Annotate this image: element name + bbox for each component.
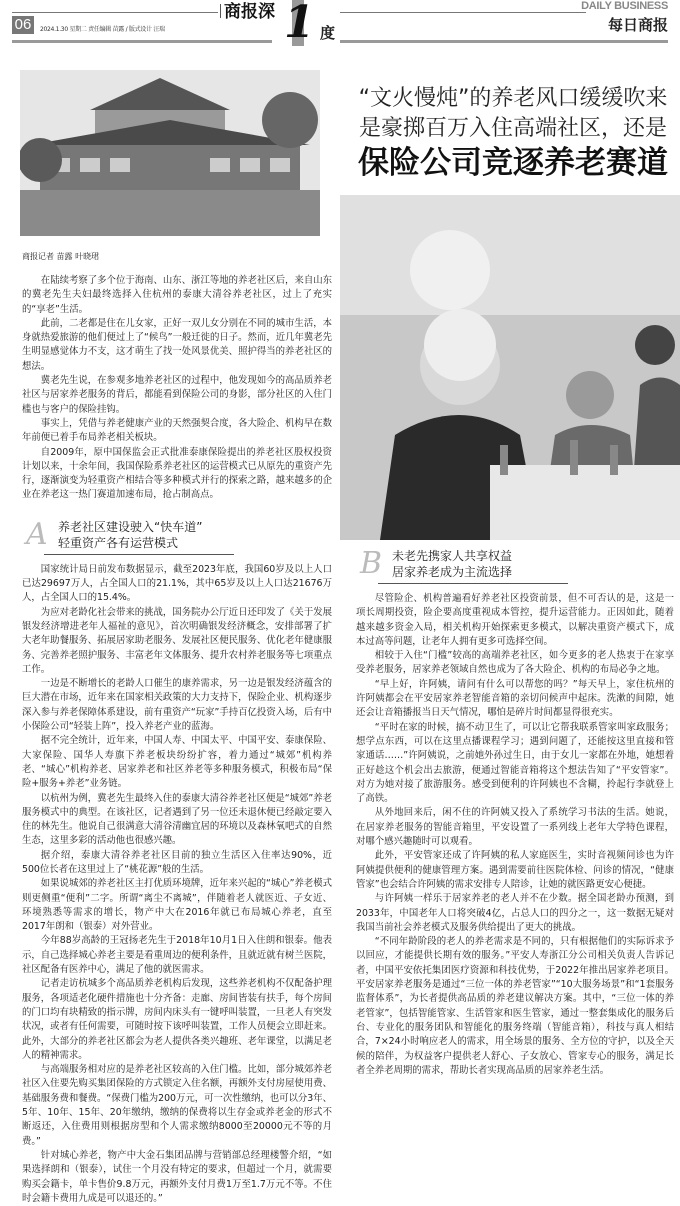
paragraph: 事实上，凭借与养老健康产业的天然强契合度，各大险企、机构早在数年前便已着手布局养老相关板块。 xyxy=(22,417,332,444)
paragraph: 针对城心养老，物产中大金石集团品牌与营销部总经理楼警介绍，“如果选择朗和（银泰），试住一个月没有特定的要求，但超过一个月，就需要购买会籍卡，单卡售价9.8万元，再额外支付月费1万至1.7万元不等。不住时会籍卡费用九成是可以退还的。” xyxy=(22,1149,332,1204)
paragraph: 自2009年，原中国保监会正式批准泰康保险提出的养老社区股权投资计划以来，十余年间，我国保险系养老社区的运营模式已从原先的重资产先行，逐渐演变为轻重资产相结合等多种模式并行的探索之路，越来越多的企业在养老这一热门赛道加速布局，抢占制高点。 xyxy=(22,446,332,501)
header-rule xyxy=(12,40,272,43)
paragraph: 从外地回来后，闲不住的许阿姨又投入了系统学习书法的生活。她说，在居家养老服务的智能音箱里，平安设置了一系列线上老年大学特色课程，对哪个感兴趣随时可以观看。 xyxy=(356,807,674,848)
issue-meta: 2024.1.30 星期二 责任编辑 苗露 / 版式设计 汪瑞 xyxy=(40,26,165,33)
paragraph: “不同年龄阶段的老人的养老需求是不同的，只有根据他们的实际诉求予以回应，才能提供长期有效的服务。”平安人寿浙江分公司相关负责人告诉记者，中国平安依托集团医疗资源和科技优势，于2022年推出居家养老项目。平安居家养老服务是通过“三位一体的养老管家”“10大服务场景”和“1套服务监督体系”，为长者提供高品质的养老建议解决方案。其中，“三位一体的养老管家”，包括智能管家、生活管家和医生管家，通过一整套集成化的服务后台、专业化的服务团队和智能化的服务终端（智能音箱），科技与真人相结合，7×24小时响应老人的需求，用全场景的服务、全方位的守护，以及全天候的陪伴，为权益客户提供老人舒心、子女放心、管家专心的服务，满足长者全养老周期的需求，帮助长者实现高品质的居家养老生活。 xyxy=(356,936,674,1076)
paragraph: 尽管险企、机构普遍看好养老社区投资前景，但不可否认的是，这是一项长周期投资，险企要高度重视成本管控，提升运营能力。正因如此，随着越来越多资金入局，相关机构开始探索更多模式，以解决重资产模式下，成本过高等问题，让老年人拥有更多可选择空间。 xyxy=(356,593,674,647)
section-letter: A xyxy=(26,516,48,552)
headline-main: 保险公司竞逐养老赛道 xyxy=(358,145,668,181)
headline-line-2: 是豪掷百万入住高端社区，还是 xyxy=(358,116,667,141)
paragraph: 据介绍，泰康大清谷养老社区目前的独立生活区入住率达90%，近500位长者在这里过上了“桃花源”般的生活。 xyxy=(22,849,332,875)
byline: 商报记者 苗露 叶晓珺 xyxy=(22,252,100,261)
column-title-suffix: 度 xyxy=(320,24,336,42)
left-column xyxy=(22,274,332,1206)
column-title: 商报深 xyxy=(224,2,275,22)
paragraph: 据不完全统计，近年来，中国人寿、中国太平、中国平安、泰康保险、大家保险、国华人寿旗下养老板块纷纷扩容，着力通过“城郊”机构养老、“城心”机构养老、居家养老和社区养老等多种服务模式，积极布局“保险+服务+养老”业务链。 xyxy=(22,735,332,790)
header-divider xyxy=(220,4,221,18)
section-a-heading xyxy=(26,516,266,555)
section-a-text xyxy=(22,563,332,1206)
paragraph: 国家统计局日前发布数据显示，截至2023年底，我国60岁及以上人口已达29697万人，占全国人口的21.1%，其中65岁及以上人口达21676万人，占全国人口的15.4%。 xyxy=(22,563,332,604)
paragraph: “早上好，许阿姨，请问有什么可以帮您的吗？”每天早上，家住杭州的许阿姨都会在平安居家养老智能音箱的亲切问候声中起床。洗漱的间隙，她还会让音箱播报当日天气情况，哪怕是碎片时间都显得很充实。 xyxy=(356,678,674,719)
paragraph: 为应对老龄化社会带来的挑战，国务院办公厅近日还印发了《关于发展银发经济增进老年人福祉的意见》，首次明确银发经济概念，安排部署了扩大老年助餐服务、拓展居家助老服务、发展社区便民服务、优化老年健康服务、完善养老照护服务、丰富老年文体服务、提升农村养老服务等七项重点工作。 xyxy=(22,606,332,675)
section-b-text xyxy=(356,592,674,1078)
paragraph: 此前，二老都是住在儿女家，正好一双儿女分别在不同的城市生活，本身就热爱旅游的他们便过上了“候鸟”一般迁徙的日子。然而，近几年冀老先生明显感觉体力不支，这才萌生了找一处风景优美、照护得当的养老社区的想法。 xyxy=(22,317,332,372)
paragraph: 在陆续考察了多个位于海南、山东、浙江等地的养老社区后，来自山东的冀老先生夫妇最终选择入住杭州的泰康大清谷养老社区，过上了充实的“享老”生活。 xyxy=(22,275,332,315)
header-rule xyxy=(340,12,586,13)
brand-english: DAILY BUSINESS xyxy=(581,0,668,12)
header-rule xyxy=(12,12,218,13)
paragraph: 此外，平安管家还成了许阿姨的私人家庭医生，实时音视频问诊也为许阿姨提供便利的健康管理方案。遇到需要前往医院体检、问诊的情况，“健康管家”也会结合许阿姨的需求安排专人陪诊，让她的就医路更安心便捷。 xyxy=(356,850,674,890)
photo-retirement-community xyxy=(20,70,320,236)
intro-text xyxy=(22,274,332,503)
brand-chinese: 每日商报 xyxy=(607,16,668,34)
right-column xyxy=(356,532,674,1078)
headline xyxy=(350,84,676,182)
paragraph: 相较于入住“门槛”较高的高端养老社区，如今更多的老人热衷于在家享受养老服务，居家养老领域自然也成为了各大险企、机构的布局必争之地。 xyxy=(356,650,674,676)
section-subtitle: 轻重资产各有运营模式 xyxy=(58,535,179,550)
paragraph: 如果说城郊的养老社区主打优质环境牌，近年来兴起的“城心”养老模式则更侧重“便利”二字。所谓“离尘不离城”，伴随着老人就医近、子女近、环境熟悉等需求的增长，物产中大在2016年就已布局城心养老，直至2017年朗和（银泰）对外营业。 xyxy=(22,878,332,933)
section-rule xyxy=(44,554,234,555)
paragraph: 一边是不断增长的老龄人口催生的康养需求，另一边是银发经济蕴含的巨大潜在市场，近年来在国家相关政策的大力支持下，保险企业、机构逐步深入参与养老保障体系建设，前有重资产“玩家”手持百亿投资入场，后有中小保险公司“轻装上阵”，投入养老产业的蓝海。 xyxy=(22,678,332,733)
page-number: 06 xyxy=(12,16,34,34)
section-b-heading xyxy=(360,548,600,584)
paragraph: “平时在家的时候，搞不动卫生了，可以让它帮我联系管家叫家政服务；想学点东西，可以在这里点播课程学习；遇到问题了，还能按这里直接和管家通话……”许阿姨说，之前她外孙过生日，由于女儿一家都在外地，她想着正好趁这个机会出去旅游，便通过智能音箱将这个想法告知了“平安管家”。对方为她对接了旅游服务。感受到便利的许阿姨也不含糊，拎起行李就登上了高铁。 xyxy=(356,721,674,805)
section-rule xyxy=(378,583,568,584)
paragraph: 今年88岁高龄的王冠扬老先生于2018年10月1日入住朗和银泰。他表示，自己选择城心养老主要是看重周边的便利条件，且就近就有树兰医院，社区配备有医养中心，满足了他的就医需求。 xyxy=(22,935,332,976)
paragraph: 冀老先生说，在参观多地养老社区的过程中，他发现如今的高品质养老社区与居家养老服务的背后，都能看到保险公司的身影，部分社区的入住门槛也与客户的保险挂钩。 xyxy=(22,375,332,415)
paragraph: 与高端服务相对应的是养老社区较高的入住门槛。比如，部分城郊养老社区入住要先购买集团保险的方式锁定入住名额，再额外支付房屋使用费、基础服务费和餐费。“保费门槛为200万元，可一次性缴纳，也可以分3年、5年、10年、15年、20年缴纳，缴纳的保费将以生存金或养老金的形式不断返还，入住费用则根据房型和个人需求缴纳8000至20000元不等的月费。” xyxy=(22,1064,332,1147)
paragraph: 与许阿姨一样乐于居家养老的老人并不在少数。据全国老龄办预测，到2033年，中国老年人口将突破4亿，占总人口的四分之一，这一数据无疑对我国当前社会养老模式及服务供给提出了更大的挑战。 xyxy=(356,893,674,933)
headline-line-1: “文火慢炖”的养老风口缓缓吹来 xyxy=(358,86,668,111)
paragraph: 记者走访杭城多个高品质养老机构后发现，这些养老机构不仅配备护理服务，各项适老化硬件措施也十分齐备：走廊、房间皆装有扶手，每个房间的门口均有块精致的指示牌，房间内床头有一键呼叫装置，一旦老人有突发状况，或者有任何需要，可随时按下该呼叫装置，工作人员便会立即赶来。此外，大部分的养老社区都会为老人提供各类兴趣班、老年课堂，以满足老人的精神需求。 xyxy=(22,978,332,1061)
paragraph: 以杭州为例，冀老先生最终入住的泰康大清谷养老社区便是“城郊”养老服务模式中的典型。在该社区，记者遇到了另一位还未退休便已经敲定要入住的林先生。他说自己很满意大清谷清幽宜居的环境以及森林氧吧式的自然生态，这里多彩的活动他也很感兴趣。 xyxy=(22,792,332,847)
section-title: 未老先携家人共享权益 xyxy=(392,549,513,563)
column-number: 1 xyxy=(284,0,315,48)
photo-elderly-women xyxy=(340,195,680,540)
section-letter: B xyxy=(360,546,383,581)
header-rule xyxy=(340,40,668,43)
section-title: 养老社区建设驶入“快车道” xyxy=(58,519,203,534)
section-subtitle: 居家养老成为主流选择 xyxy=(392,565,513,579)
